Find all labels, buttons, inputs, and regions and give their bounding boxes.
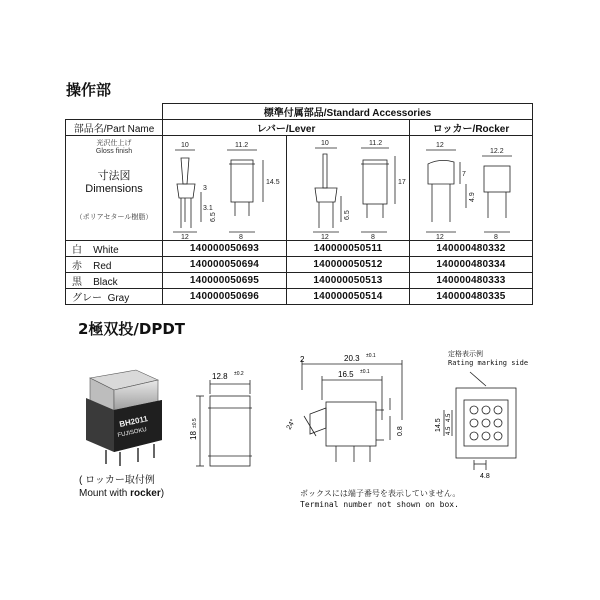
table-row bbox=[66, 241, 533, 257]
side-top: 2 bbox=[300, 355, 305, 364]
color-en: Gray bbox=[107, 293, 130, 304]
dimension-drawing-3-cell bbox=[410, 136, 533, 241]
standard-accessories-header: 標準付属部品/Standard Accessories bbox=[163, 104, 533, 120]
caption-jp-text: ロッカー取付例 bbox=[85, 475, 155, 486]
part-number: 140000050514 bbox=[287, 289, 410, 305]
part-name-header: 部品名/Part Name bbox=[66, 120, 163, 136]
part-number: 140000480335 bbox=[410, 289, 533, 305]
caption-jp: ( ロッカー取付例 bbox=[79, 475, 155, 486]
d1-h: 8 bbox=[239, 234, 243, 241]
product-photo bbox=[76, 360, 176, 470]
d1-a: 10 bbox=[181, 142, 189, 149]
side-width: 20.3 bbox=[344, 354, 360, 363]
d3-a: 12 bbox=[436, 142, 444, 149]
dimensions-en: Dimensions bbox=[85, 183, 143, 195]
material-note: （ポリアセタール樹脂） bbox=[75, 214, 153, 221]
side-gap: 0.8 bbox=[397, 426, 404, 436]
section-title-dpdt: 2極双投/DPDT bbox=[78, 320, 186, 338]
footnote bbox=[300, 488, 460, 510]
rocker-header: ロッカー/Rocker bbox=[410, 120, 533, 136]
front-view-drawing bbox=[190, 364, 270, 484]
table-row bbox=[66, 257, 533, 273]
d2-f: 8 bbox=[371, 234, 375, 241]
part-number: 140000480334 bbox=[410, 257, 533, 273]
dimensions-label-cell bbox=[66, 136, 163, 241]
section-title-operating-parts: 操作部 bbox=[66, 81, 112, 99]
color-en: Red bbox=[93, 261, 112, 272]
dimensions-row bbox=[66, 136, 533, 241]
dimension-drawing-3 bbox=[410, 136, 532, 240]
d3-b: 12.2 bbox=[490, 148, 504, 155]
gloss-finish-jp: 光沢仕上げ bbox=[96, 140, 132, 147]
bottom-w: 4.8 bbox=[480, 473, 490, 480]
rating-note bbox=[448, 350, 528, 368]
table-header-row bbox=[66, 104, 533, 120]
part-number: 140000050693 bbox=[163, 241, 287, 257]
part-number: 140000050696 bbox=[163, 289, 287, 305]
rating-jp: 定格表示例 bbox=[448, 350, 483, 358]
part-number: 140000480332 bbox=[410, 241, 533, 257]
color-jp: 黒 bbox=[72, 277, 82, 288]
caption-en-prefix: Mount with bbox=[79, 488, 131, 499]
caption-en-bold: rocker bbox=[130, 488, 161, 499]
dimension-drawing-1 bbox=[163, 136, 285, 240]
table-row bbox=[66, 289, 533, 305]
d2-c: 17 bbox=[398, 179, 406, 186]
dimensions-jp: 寸法図 bbox=[97, 170, 131, 182]
bottom-h3: 4.5 bbox=[446, 426, 452, 435]
part-number: 140000050513 bbox=[287, 273, 410, 289]
d1-g: 12 bbox=[181, 234, 189, 241]
d3-f: 8 bbox=[494, 234, 498, 241]
color-en: Black bbox=[93, 277, 118, 288]
d1-d: 3 bbox=[203, 185, 207, 192]
d3-e: 12 bbox=[436, 234, 444, 241]
side-inner: 16.5 bbox=[338, 370, 354, 379]
accessories-table bbox=[65, 103, 533, 305]
d3-d: 4.9 bbox=[469, 192, 476, 202]
dimension-drawing-1-cell bbox=[163, 136, 287, 241]
front-height-tol: ±0.5 bbox=[192, 418, 198, 428]
d2-b: 11.2 bbox=[369, 140, 383, 147]
photo-label-brand: FUJISOKU bbox=[117, 426, 148, 439]
front-height: 18 bbox=[189, 431, 198, 440]
color-label bbox=[66, 273, 163, 289]
side-inner-tol: ±0.1 bbox=[360, 369, 370, 375]
d2-e: 12 bbox=[321, 234, 329, 241]
footnote-jp: ボックスには端子番号を表示していません。 bbox=[300, 489, 461, 498]
d1-e: 3.1 bbox=[203, 205, 213, 212]
color-label bbox=[66, 241, 163, 257]
photo-caption bbox=[79, 474, 164, 500]
bottom-h2: 4.5 bbox=[446, 413, 452, 422]
d2-d: 6.5 bbox=[344, 210, 351, 220]
color-label bbox=[66, 257, 163, 273]
part-number: 140000050695 bbox=[163, 273, 287, 289]
dimension-drawing-2-cell bbox=[287, 136, 410, 241]
side-width-tol: ±0.1 bbox=[366, 353, 376, 359]
dimension-drawing-2 bbox=[287, 136, 409, 240]
part-number: 140000050512 bbox=[287, 257, 410, 273]
footnote-en: Terminal number not shown on box. bbox=[300, 500, 459, 509]
color-jp: グレー bbox=[72, 293, 102, 304]
color-en: White bbox=[93, 245, 119, 256]
side-view-drawing bbox=[282, 350, 412, 480]
front-width: 12.8 bbox=[212, 372, 228, 381]
table-row bbox=[66, 273, 533, 289]
front-width-tol: ±0.2 bbox=[234, 371, 244, 377]
part-number: 140000480333 bbox=[410, 273, 533, 289]
color-label bbox=[66, 289, 163, 305]
d3-c: 7 bbox=[462, 171, 466, 178]
bottom-h1: 14.5 bbox=[435, 418, 442, 432]
table-subheader-row bbox=[66, 120, 533, 136]
rating-en: Rating marking side bbox=[448, 359, 529, 367]
part-number: 140000050511 bbox=[287, 241, 410, 257]
lever-header: レバー/Lever bbox=[163, 120, 410, 136]
photo-label-model: BH2011 bbox=[118, 414, 149, 429]
color-jp: 白 bbox=[72, 245, 82, 256]
caption-en: Mount with rocker) bbox=[79, 488, 165, 499]
d1-c: 14.5 bbox=[266, 179, 280, 186]
d2-a: 10 bbox=[321, 140, 329, 147]
part-number: 140000050694 bbox=[163, 257, 287, 273]
bottom-view-drawing bbox=[430, 372, 530, 482]
d1-b: 11.2 bbox=[235, 142, 249, 149]
d1-f: 6.5 bbox=[210, 212, 217, 222]
gloss-finish-en: Gloss finish bbox=[95, 148, 133, 155]
color-jp: 赤 bbox=[72, 261, 82, 272]
side-angle: 24° bbox=[285, 418, 298, 431]
